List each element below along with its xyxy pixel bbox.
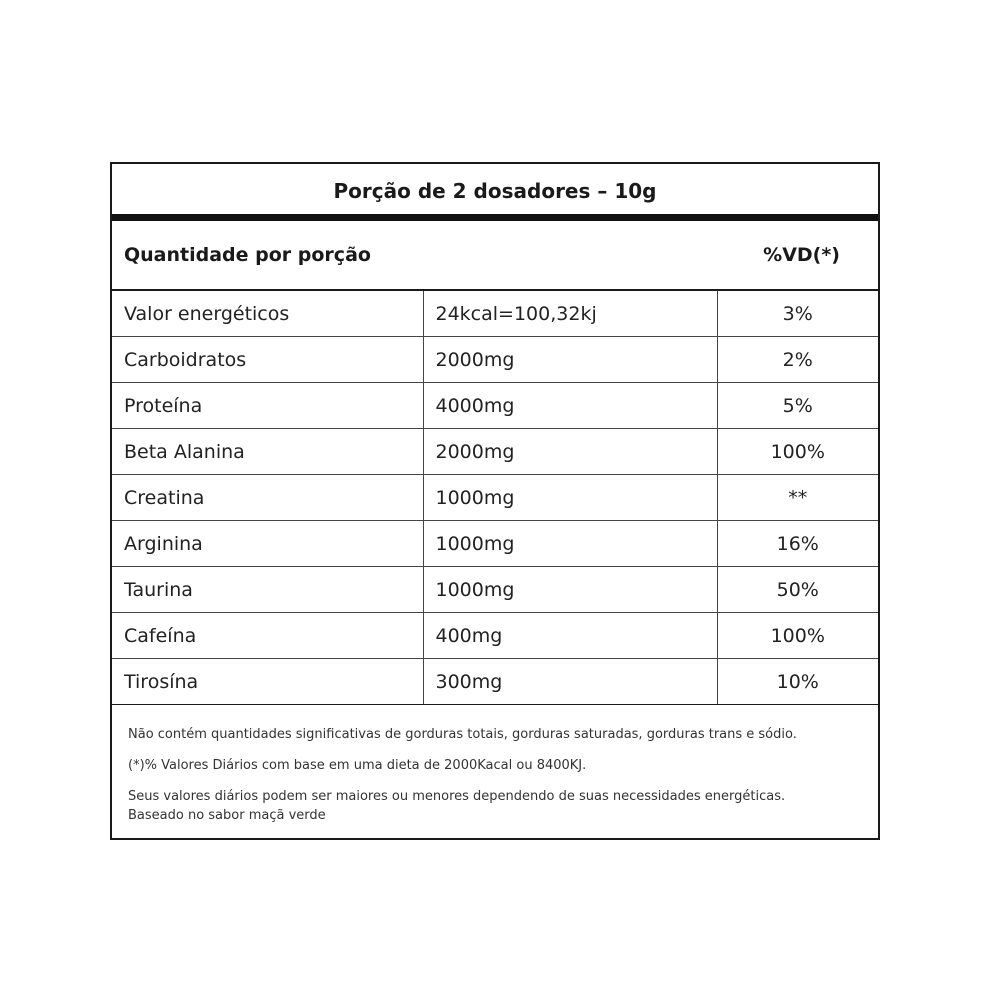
- nutrient-amount: 300mg: [423, 659, 717, 705]
- nutrient-name: Arginina: [112, 521, 423, 567]
- table-row: [112, 567, 878, 613]
- table-row: [112, 337, 878, 383]
- nutrient-dv: 10%: [717, 659, 878, 705]
- nutrient-amount: 1000mg: [423, 521, 717, 567]
- daily-value-header: %VD(*): [763, 244, 840, 266]
- nutrient-dv: **: [717, 475, 878, 521]
- nutrient-dv: 50%: [717, 567, 878, 613]
- nutrient-dv: 100%: [717, 429, 878, 475]
- nutrition-facts-label: [110, 162, 880, 840]
- nutrient-dv: 16%: [717, 521, 878, 567]
- nutrient-amount: 4000mg: [423, 383, 717, 429]
- nutrient-dv: 3%: [717, 291, 878, 337]
- footnote-nutrients: Não contém quantidades significativas de gorduras totais, gorduras saturadas, gorduras trans e sódio.: [128, 727, 797, 742]
- table-row: [112, 383, 878, 429]
- table-row: [112, 613, 878, 659]
- thick-divider: [112, 214, 878, 221]
- quantity-header: Quantidade por porção: [124, 244, 371, 266]
- nutrient-name: Taurina: [112, 567, 423, 613]
- nutrient-name: Creatina: [112, 475, 423, 521]
- table-row: [112, 521, 878, 567]
- nutrient-dv: 2%: [717, 337, 878, 383]
- nutrient-name: Proteína: [112, 383, 423, 429]
- serving-size-title: Porção de 2 dosadores – 10g: [333, 179, 657, 203]
- nutrient-name: Beta Alanina: [112, 429, 423, 475]
- footnotes: [112, 705, 878, 825]
- nutrient-amount: 2000mg: [423, 429, 717, 475]
- nutrient-amount: 24kcal=100,32kj: [423, 291, 717, 337]
- nutrient-name: Tirosína: [112, 659, 423, 705]
- nutrient-name: Carboidratos: [112, 337, 423, 383]
- nutrient-name: Cafeína: [112, 613, 423, 659]
- table-row: [112, 291, 878, 337]
- nutrient-amount: 1000mg: [423, 567, 717, 613]
- table-row: [112, 659, 878, 705]
- table-row: [112, 429, 878, 475]
- table-header: [112, 221, 878, 291]
- table-row: [112, 475, 878, 521]
- nutrient-dv: 5%: [717, 383, 878, 429]
- nutrient-amount: 400mg: [423, 613, 717, 659]
- footnote-energy-needs: Seus valores diários podem ser maiores ou menores dependendo de suas necessidades energéticas.: [128, 789, 786, 804]
- nutrient-name: Valor energéticos: [112, 291, 423, 337]
- nutrient-amount: 2000mg: [423, 337, 717, 383]
- footnote-daily-values: (*)% Valores Diários com base em uma dieta de 2000Kacal ou 8400KJ.: [128, 758, 587, 773]
- footnote-flavor: Baseado no sabor maçã verde: [128, 808, 326, 823]
- nutrient-amount: 1000mg: [423, 475, 717, 521]
- nutrition-table: [112, 291, 878, 705]
- nutrient-dv: 100%: [717, 613, 878, 659]
